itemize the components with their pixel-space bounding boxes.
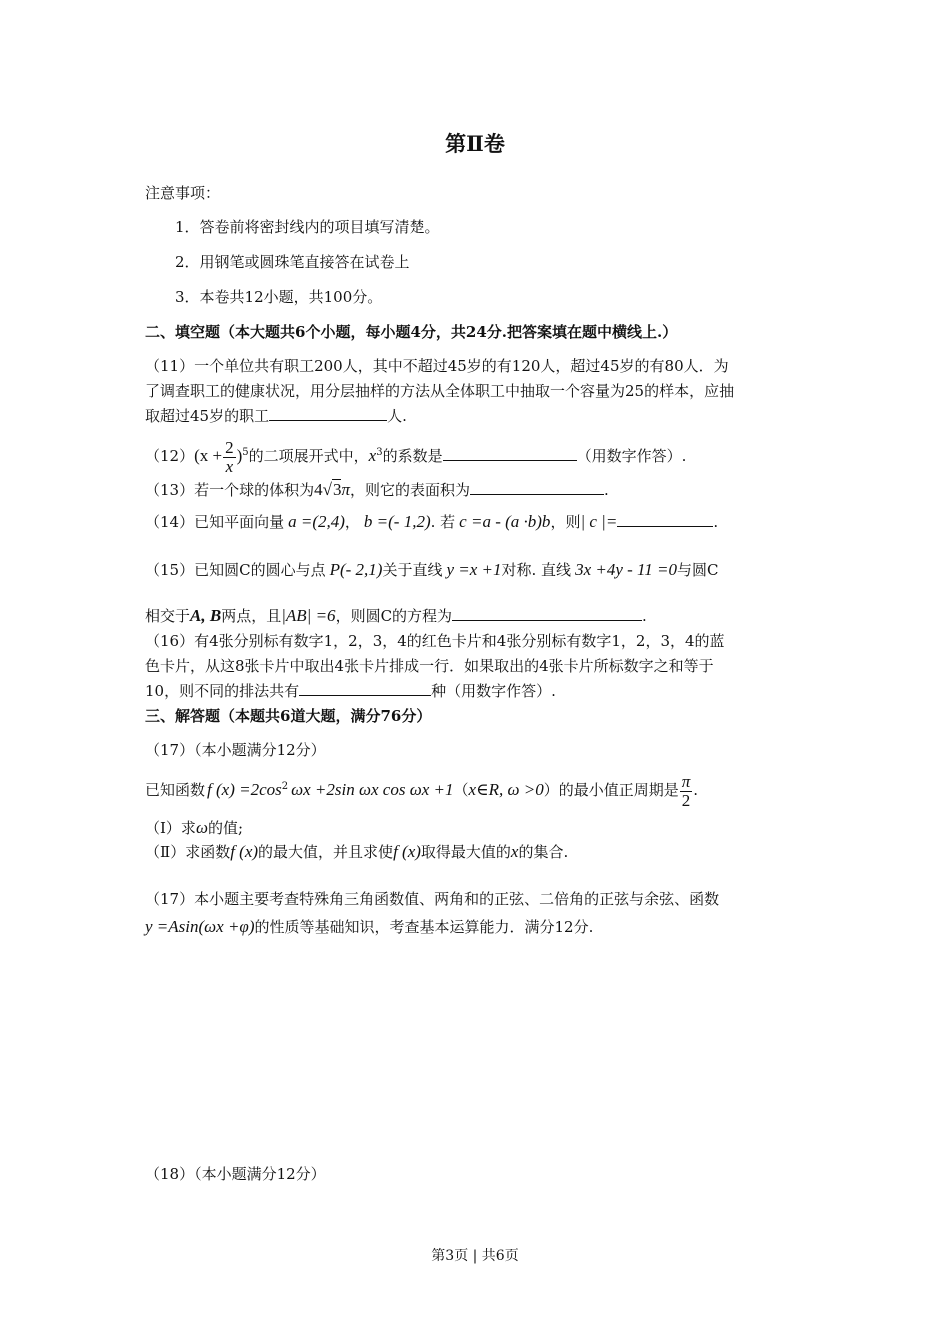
q12-line [145, 433, 686, 476]
answer-blank[interactable] [269, 406, 387, 421]
q17-func-exp: 2 [281, 781, 289, 792]
q17-label: （17）（本小题满分12分） [145, 741, 326, 759]
q16-text: 10，则不同的排法共有 [145, 682, 300, 700]
q12-frac-num: 2 [225, 437, 234, 457]
q17-func-rest: ωx +2sin ωx cos ωx +1 [291, 780, 454, 799]
q13-pi: π [341, 480, 350, 499]
q12-mid: 的二项展开式中， [248, 447, 369, 465]
q16-line1: （16）有4张分别标有数字1，2，3，4的红色卡片和4张分别标有数字1，2，3，4的蓝 [145, 632, 725, 650]
q15-point: P(- 2,1) [329, 560, 383, 579]
q12-label: （12） [145, 447, 195, 465]
q14-abs: | c |= [580, 512, 618, 531]
q16-tail: 种（用数字作答）. [431, 682, 556, 700]
q17-part2-post: 的集合. [518, 843, 569, 861]
q17-func: f (x) =2cos [207, 780, 282, 799]
q17-part1 [145, 818, 243, 838]
q15-ab: A, B [190, 606, 222, 625]
page-footer: 第3页 | 共6页 [431, 1248, 519, 1264]
sqrt-icon: √ [322, 480, 332, 499]
q12-expr-open: (x + [194, 446, 223, 465]
q12-tail: （用数字作答）. [576, 447, 687, 465]
section3-heading: 三、解答题（本题共6道大题，满分76分） [145, 707, 432, 725]
q17-frac-den: 2 [681, 790, 691, 810]
q14-sep: . 若 [430, 513, 456, 531]
q15-pre: （15）已知圆C的圆心与点 [145, 561, 326, 579]
q17-fx: f (x) [230, 842, 259, 861]
q17-fraction [680, 773, 693, 810]
q15-line2 [145, 606, 647, 626]
q17-cond: x∈R, ω >0 [468, 780, 544, 799]
page-title: 第Ⅱ卷 [445, 131, 505, 156]
q14-vec-b: b =(- 1,2) [363, 512, 431, 531]
q14-pre: （14）已知平面向量 [145, 513, 285, 531]
q12-var-exp: 3 [376, 447, 383, 458]
q17-part2-mid: 的最大值，并且求使 [258, 843, 394, 861]
answer-blank[interactable] [443, 446, 577, 461]
q13-tail: . [603, 481, 609, 499]
q15-mid4: ，则圆C的方程为 [335, 607, 453, 625]
q17-part2-mid2: 取得最大值的 [420, 843, 511, 861]
q15-mid: 关于直线 [382, 561, 443, 579]
q15-tail: 与圆C [677, 561, 719, 579]
q12-exponent: 5 [242, 447, 249, 458]
q15-mid: 对称. 直线 [501, 561, 572, 579]
q13-mid: ，则它的表面积为 [349, 481, 470, 499]
q17-part2 [145, 842, 568, 862]
section2-heading: 二、填空题（本大题共6个小题，每小题4分，共24分.把答案填在题中横线上.） [145, 323, 678, 341]
q14-vec-a: a =(2,4) [288, 512, 345, 531]
q17-part1-pre: （Ⅰ）求 [145, 819, 196, 837]
q15-pre2: 相交于 [145, 607, 191, 625]
q11-line2: 了调查职工的健康状况，用分层抽样的方法从全体职工中抽取一个容量为25的样本，应抽 [145, 382, 735, 400]
q14-sep: ， [344, 513, 360, 531]
q18-label: （18）（本小题满分12分） [145, 1165, 326, 1183]
q14-sep: ，则 [550, 513, 581, 531]
q15-tail2: . [642, 607, 647, 625]
q12-fraction [223, 439, 236, 476]
notice-item: 3．本卷共12小题，共100分。 [175, 288, 383, 306]
notice-heading: 注意事项： [145, 184, 221, 202]
q12-var: x [368, 446, 377, 465]
q12-expr-close: ) [236, 446, 243, 465]
q11-tail: 人. [387, 407, 407, 425]
q13-line [145, 480, 609, 500]
q17-solution-formula: y =Asin(ωx +φ) [145, 917, 255, 936]
q17-fx2: f (x) [393, 842, 421, 861]
q17-solution-line2 [145, 917, 593, 937]
q17-part1-post: 的值; [207, 819, 244, 837]
answer-blank[interactable] [452, 606, 642, 621]
q14-line [145, 512, 718, 532]
q17-cond-open: （ [453, 781, 469, 799]
q12-frac-den: x [225, 456, 234, 476]
q13-coef: 4 [314, 480, 323, 499]
q15-line1 [145, 560, 718, 580]
q11-text: 取超过45岁的职工 [145, 407, 270, 425]
q16-line3 [145, 681, 556, 701]
notice-item: 1．答卷前将密封线内的项目填写清楚。 [175, 218, 440, 236]
answer-blank[interactable] [617, 512, 713, 527]
notice-item: 2．用钢笔或圆珠笔直接答在试卷上 [175, 253, 410, 271]
q14-tail: . [713, 513, 719, 531]
q17-omega: ω [195, 818, 208, 837]
q17-cond-close: ）的最小值正周期是 [543, 781, 679, 799]
q15-line-eq: y =x +1 [446, 560, 502, 579]
answer-blank[interactable] [470, 480, 604, 495]
q17-solution-line1: （17）本小题主要考查特殊角三角函数值、两角和的正弦、二倍角的正弦与余弦、函数 [145, 890, 720, 908]
answer-blank[interactable] [299, 681, 431, 696]
q12-after: 的系数是 [382, 447, 443, 465]
q17-part2-pre: （Ⅱ）求函数 [145, 843, 231, 861]
q14-vec-c: c =a - (a ·b)b [459, 512, 551, 531]
q13-pre: （13）若一个球的体积为 [145, 481, 315, 499]
q17-pre: 已知函数 [145, 781, 206, 799]
q17-x: x [510, 842, 519, 861]
q17-frac-num: π [681, 771, 691, 791]
q11-line3 [145, 406, 407, 426]
q17-solution-post: 的性质等基础知识，考查基本运算能力．满分12分. [254, 918, 594, 936]
q17-statement [145, 769, 698, 810]
q11-line1: （11）一个单位共有职工200人，其中不超过45岁的有120人，超过45岁的有80人．为 [145, 357, 729, 375]
q13-radicand: 3 [332, 480, 342, 499]
q16-line2: 色卡片，从这8张卡片中取出4张卡片排成一行．如果取出的4张卡片所标数字之和等于 [145, 657, 714, 675]
q17-end: . [693, 781, 699, 799]
q15-mid3: 两点，且 [221, 607, 282, 625]
q15-abs: |AB| =6 [281, 606, 336, 625]
q15-line2-eq: 3x +4y - 11 =0 [575, 560, 677, 579]
